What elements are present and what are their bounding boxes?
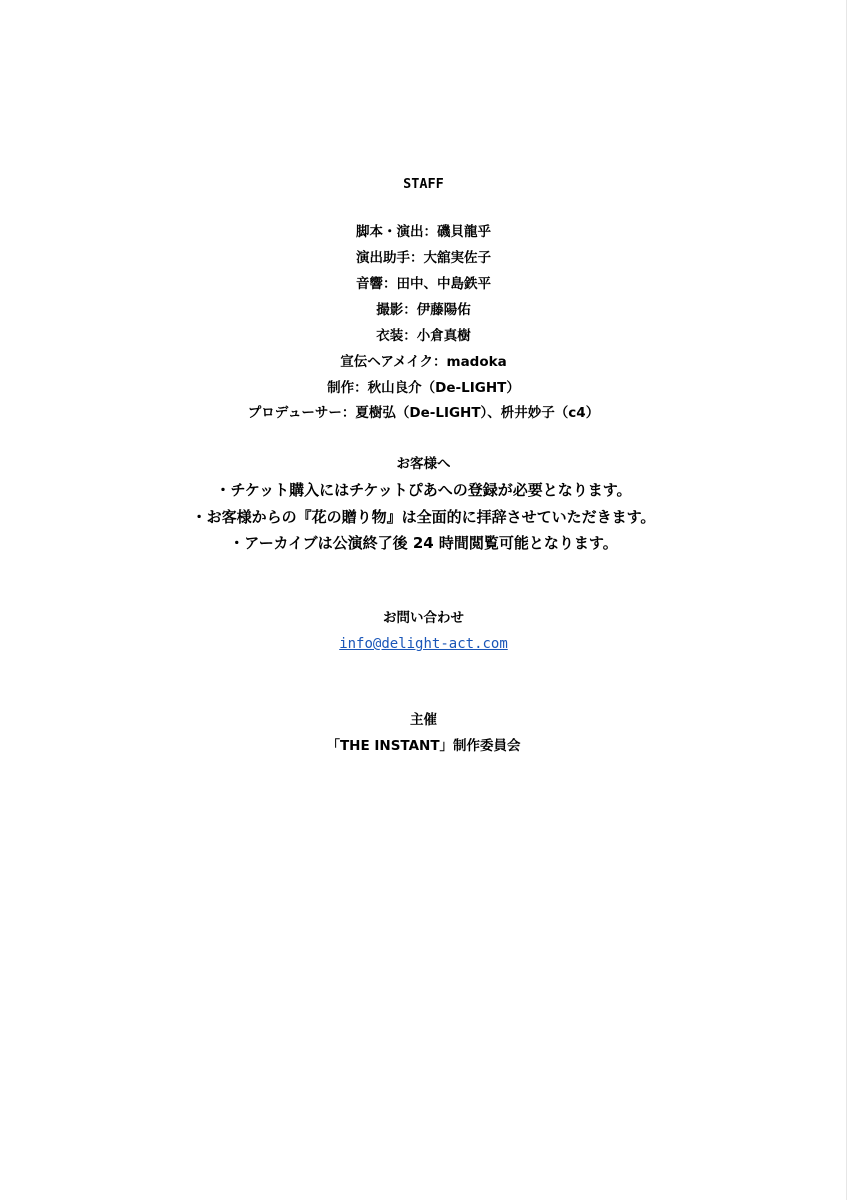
credit-line: 音響：田中、中島鉄平 bbox=[356, 276, 491, 292]
notice-heading: お客様へ bbox=[396, 456, 451, 472]
credit-line: 演出助手：大舘実佐子 bbox=[356, 250, 491, 266]
organizer-name: 「THE INSTANT」制作委員会 bbox=[326, 738, 521, 754]
staff-heading: STAFF bbox=[403, 176, 444, 192]
contact-email-link[interactable]: info@delight-act.com bbox=[339, 636, 508, 652]
notice-item: ・アーカイブは公演終了後 24 時間閲覧可能となります。 bbox=[229, 534, 618, 552]
credit-line: プロデューサー：夏樹弘（De-LIGHT）、枡井妙子（c4） bbox=[247, 405, 600, 421]
credit-line: 宣伝ヘアメイク：madoka bbox=[340, 354, 507, 370]
credit-line: 衣装：小倉真樹 bbox=[376, 328, 471, 344]
contact-heading: お問い合わせ bbox=[383, 610, 464, 626]
credit-line: 脚本・演出：磯貝龍乎 bbox=[356, 224, 491, 240]
notice-item: ・チケット購入にはチケットぴあへの登録が必要となります。 bbox=[215, 481, 632, 499]
notice-item: ・お客様からの『花の贈り物』は全面的に拝辞させていただきます。 bbox=[191, 508, 656, 526]
credit-line: 制作：秋山良介（De-LIGHT） bbox=[327, 380, 520, 396]
credit-line: 撮影：伊藤陽佑 bbox=[376, 302, 471, 318]
organizer-heading: 主催 bbox=[410, 712, 437, 728]
contact-email-row bbox=[0, 634, 847, 654]
